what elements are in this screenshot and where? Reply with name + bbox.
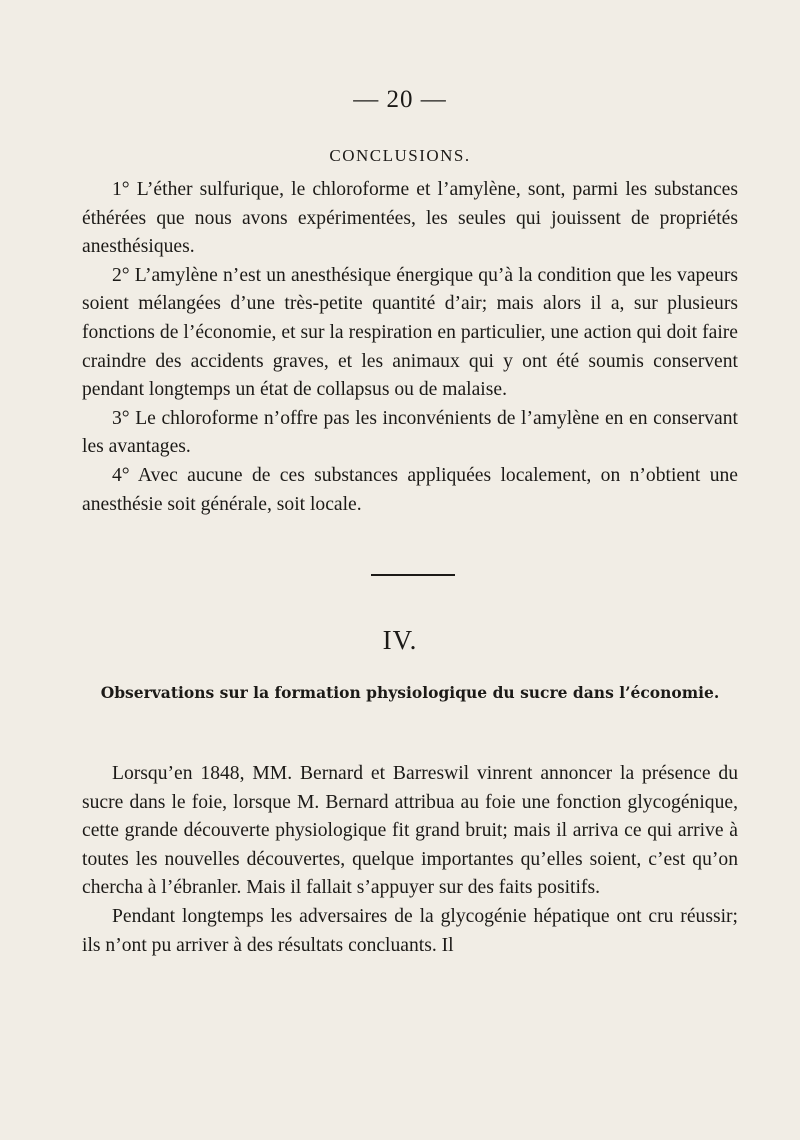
conclusion-paragraph: 3° Le chloroforme n’offre pas les inconvénients de l’amylène en en conservant les avantages.	[82, 407, 738, 458]
section-divider	[371, 574, 455, 576]
chapter-heading: Observations sur la formation physiologique du sucre dans l’économie.	[100, 683, 720, 702]
conclusions-list	[82, 176, 738, 519]
body-paragraph: Lorsqu’en 1848, MM. Bernard et Barreswil vinrent annoncer la présence du sucre dans le foie, lorsque M. Bernard attribua au foie une fonction glycogénique, cette grande découverte physiologique fit grand bruit; mais il arriva ce qui arrive à toutes les nouvelles découvertes, quelque importantes qu’elles soient, c’est qu’on chercha à l’ébranler. Mais il fallait s’appuyer sur des faits positifs.	[82, 763, 738, 899]
page-number: — 20 —	[353, 86, 447, 113]
section-title: CONCLUSIONS.	[329, 146, 471, 165]
body-paragraph: Pendant longtemps les adversaires de la glycogénie hépatique ont cru réussir; ils n’ont pu arriver à des résultats concluants. Il	[82, 905, 738, 956]
chapter-number: IV.	[382, 625, 418, 655]
conclusion-paragraph: 4° Avec aucune de ces substances appliquées localement, on n’obtient une anesthésie soit générale, soit locale.	[82, 464, 738, 515]
conclusion-paragraph: 2° L’amylène n’est un anesthésique énergique qu’à la condition que les vapeurs soient mélangées d’une très-petite quantité d’air; mais alors il a, sur plusieurs fonctions de l’économie, et sur la respiration en particulier, une action qui doit faire craindre des accidents graves, et les animaux qui y ont été soumis conservent pendant longtemps un état de collapsus ou de malaise.	[82, 264, 738, 401]
conclusion-paragraph: 1° L’éther sulfurique, le chloroforme et l’amylène, sont, parmi les substances éthérées que nous avons expérimentées, les seules qui jouissent de propriétés anesthésiques.	[82, 179, 738, 258]
body-text	[82, 760, 738, 960]
